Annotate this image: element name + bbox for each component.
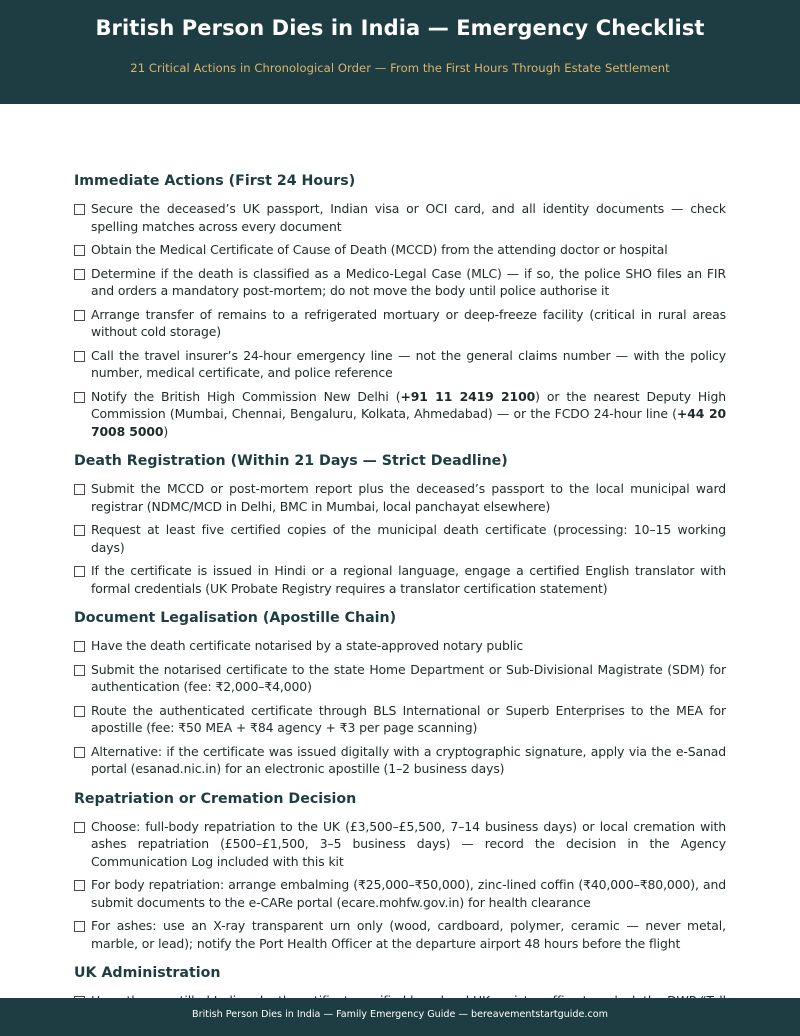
checklist-section xyxy=(74,605,726,778)
item-text-segment: ) or the nearest Deputy High Commission (Mumbai, Chennai, Bengaluru, Kolkata, Ahmedabad) — or the FCDO 24-hour line ( xyxy=(91,388,726,421)
checkbox[interactable] xyxy=(74,880,85,891)
item-text-segment: For ashes: use an X-ray transparent urn only (wood, cardboard, polymer, ceramic — never metal, marble, or lead); notify the Port Health Officer at the departure airport 48 hours before the flight xyxy=(91,918,726,951)
checklist-item-text xyxy=(91,265,726,300)
checklist-item xyxy=(74,661,726,696)
checkbox[interactable] xyxy=(74,245,85,256)
page-subtitle: 21 Critical Actions in Chronological Order — From the First Hours Through Estate Settlement xyxy=(130,61,670,75)
checklist-item xyxy=(74,265,726,300)
checklist-section xyxy=(74,448,726,597)
item-text-segment: Have the death certificate notarised by a state-approved notary public xyxy=(91,638,524,653)
checkbox[interactable] xyxy=(74,525,85,536)
checkbox[interactable] xyxy=(74,392,85,403)
checklist-item xyxy=(74,917,726,952)
section-heading: UK Administration xyxy=(74,965,221,981)
checklist-item-text xyxy=(91,480,726,515)
checklist-item xyxy=(74,306,726,341)
page-footer xyxy=(0,998,800,1036)
checklist-item-text xyxy=(91,306,726,341)
checkbox[interactable] xyxy=(74,484,85,495)
item-text-segment: Route the authenticated certificate through BLS International or Superb Enterprises to the MEA for apostille (fee: ₹50 MEA + ₹84 agency + ₹3 per page scanning) xyxy=(91,702,726,735)
checkbox[interactable] xyxy=(74,566,85,577)
phone-number: +91 11 2419 2100 xyxy=(400,388,536,404)
checklist-item-text xyxy=(91,200,726,235)
checklist-content xyxy=(74,168,726,1033)
checklist-item-text xyxy=(91,241,668,259)
checklist-item-text xyxy=(91,521,726,556)
checkbox[interactable] xyxy=(74,351,85,362)
checkbox[interactable] xyxy=(74,665,85,676)
item-text-segment: Call the travel insurer’s 24-hour emergency line — not the general claims number — with the policy number, medical certificate, and police reference xyxy=(91,347,726,380)
checklist-item xyxy=(74,637,726,655)
checklist-item-text xyxy=(91,876,726,911)
checklist-item-text xyxy=(91,661,726,696)
checklist-section xyxy=(74,786,726,953)
item-text-segment: Secure the deceased’s UK passport, Indian visa or OCI card, and all identity documents — check spelling matches across every document xyxy=(91,201,726,234)
checklist-item xyxy=(74,702,726,737)
checklist-item xyxy=(74,743,726,778)
checkbox[interactable] xyxy=(74,706,85,717)
checklist-item xyxy=(74,388,726,441)
checkbox[interactable] xyxy=(74,921,85,932)
item-text-segment: Determine if the death is classified as a Medico-Legal Case (MLC) — if so, the police SHO files an FIR and orders a mandatory post-mortem; do not move the body until police authorise it xyxy=(91,265,726,298)
phone-number: +44 20 7008 5000 xyxy=(91,406,726,439)
page-title: British Person Dies in India — Emergency Checklist xyxy=(95,16,705,40)
item-text-segment: Obtain the Medical Certificate of Cause of Death (MCCD) from the attending doctor or hospital xyxy=(91,242,668,257)
checklist-item-text xyxy=(91,388,726,441)
section-heading: Document Legalisation (Apostille Chain) xyxy=(74,610,397,626)
checkbox[interactable] xyxy=(74,641,85,652)
checkbox[interactable] xyxy=(74,747,85,758)
checklist-item-text xyxy=(91,917,726,952)
checkbox[interactable] xyxy=(74,269,85,280)
checklist-item-text xyxy=(91,637,523,655)
item-text-segment: Alternative: if the certificate was issued digitally with a cryptographic signature, apply via the e-Sanad portal (esanad.nic.in) for an electronic apostille (1–2 business days) xyxy=(91,743,726,776)
checklist-item xyxy=(74,480,726,515)
checklist-item xyxy=(74,876,726,911)
checkbox[interactable] xyxy=(74,822,85,833)
checklist-item-text xyxy=(91,818,726,871)
checkbox[interactable] xyxy=(74,204,85,215)
item-text-segment: Submit the MCCD or post-mortem report plus the deceased’s passport to the local municipal ward registrar (NDMC/MCD in Delhi, BMC in Mumbai, local panchayat elsewhere) xyxy=(91,481,726,514)
item-text-segment: Request at least five certified copies of the municipal death certificate (processing: 10–15 working days) xyxy=(91,522,726,555)
section-heading: Repatriation or Cremation Decision xyxy=(74,790,357,807)
item-text-segment: Arrange transfer of remains to a refrigerated mortuary or deep-freeze facility (critical in rural areas without cold storage) xyxy=(91,306,726,339)
page-header xyxy=(0,0,800,104)
item-text-segment: Notify the British High Commission New Delhi ( xyxy=(91,388,401,404)
item-text-segment: For body repatriation: arrange embalming (₹25,000–₹50,000), zinc-lined coffin (₹40,000–₹80,000), and submit documents to the e-CARe portal (ecare.mohfw.gov.in) for health clearance xyxy=(91,877,726,910)
checklist-item-text xyxy=(91,562,726,597)
checklist-item-text xyxy=(91,347,726,382)
checklist-item xyxy=(74,200,726,235)
checklist-item-text xyxy=(91,743,726,778)
item-text-segment: If the certificate is issued in Hindi or a regional language, engage a certified English translator with formal credentials (UK Probate Registry requires a translator certification statement) xyxy=(91,563,726,596)
checklist-item xyxy=(74,818,726,871)
section-heading: Immediate Actions (First 24 Hours) xyxy=(74,173,356,189)
checklist-item xyxy=(74,562,726,597)
section-heading: Death Registration (Within 21 Days — Strict Deadline) xyxy=(74,453,508,469)
checklist-section xyxy=(74,168,726,440)
checklist-item xyxy=(74,521,726,556)
footer-text: British Person Dies in India — Family Emergency Guide — bereavementstartguide.com xyxy=(192,1009,608,1020)
checklist-item xyxy=(74,241,726,259)
item-text-segment: Submit the notarised certificate to the state Home Department or Sub-Divisional Magistrate (SDM) for authentication (fee: ₹2,000–₹4,000) xyxy=(91,661,726,694)
checkbox[interactable] xyxy=(74,310,85,321)
checklist-item xyxy=(74,347,726,382)
checklist-item-text xyxy=(91,702,726,737)
item-text-segment: Choose: full-body repatriation to the UK (£3,500–£5,500, 7–14 business days) or local cremation with ashes repatriation (£500–£1,500, 3–5 business days) — record the decision in the Agency Communication Log included with this kit xyxy=(91,818,726,869)
item-text-segment: ) xyxy=(163,423,169,439)
